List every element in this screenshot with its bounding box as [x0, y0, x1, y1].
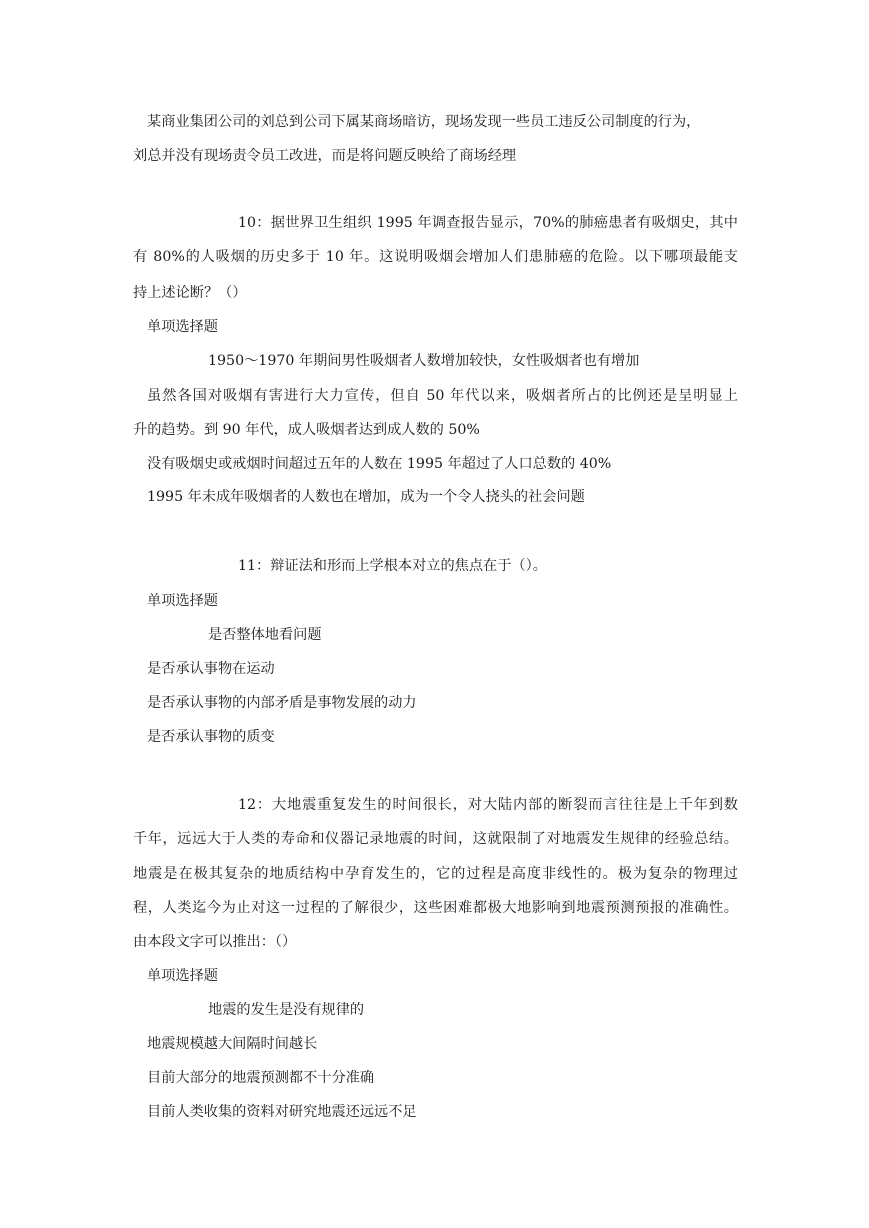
q11-option-c: 是否承认事物的内部矛盾是事物发展的动力 [147, 695, 417, 711]
q12-stem-line-2: 千年，远远大于人类的寿命和仪器记录地震的时间，这就限制了对地震发生规律的经验总结。 [133, 831, 738, 847]
q10-question-type: 单项选择题 [147, 319, 218, 335]
q10-stem-line-1: 10：据世界卫生组织 1995 年调查报告显示，70%的肺癌患者有吸烟史，其中 [238, 215, 738, 231]
q12-option-c: 目前大部分的地震预测都不十分准确 [147, 1070, 375, 1086]
intro-line-2: 刘总并没有现场责令员工改进，而是将问题反映给了商场经理 [133, 148, 517, 164]
intro-line-1: 某商业集团公司的刘总到公司下属某商场暗访，现场发现一些员工违反公司制度的行为， [147, 114, 701, 130]
q11-option-b: 是否承认事物在运动 [147, 661, 275, 677]
q11-question-type: 单项选择题 [147, 593, 218, 609]
q10-option-d: 1995 年未成年吸烟者的人数也在增加，成为一个令人挠头的社会问题 [147, 489, 585, 505]
q12-stem-line-3: 地震是在极其复杂的地质结构中孕育发生的，它的过程是高度非线性的。极为复杂的物理过 [133, 866, 738, 882]
q12-question-type: 单项选择题 [147, 968, 218, 984]
q12-option-a: 地震的发生是没有规律的 [208, 1002, 365, 1018]
q12-stem-line-1: 12：大地震重复发生的时间很长，对大陆内部的断裂而言往往是上千年到数 [238, 797, 738, 813]
q12-option-b: 地震规模越大间隔时间越长 [147, 1036, 318, 1052]
q12-stem-line-5: 由本段文字可以推出：（） [133, 934, 297, 950]
q12-stem-line-4: 程，人类迄今为止对这一过程的了解很少，这些困难都极大地影响到地震预测预报的准确性。 [133, 900, 738, 916]
q10-option-a: 1950～1970 年期间男性吸烟者人数增加较快，女性吸烟者也有增加 [208, 353, 640, 369]
q11-option-a: 是否整体地看问题 [208, 627, 322, 643]
q10-option-b-line-1: 虽然各国对吸烟有害进行大力宣传，但自 50 年代以来，吸烟者所占的比例还是呈明显上 [147, 388, 738, 404]
q11-option-d: 是否承认事物的质变 [147, 729, 275, 745]
q10-stem-line-3: 持上述论断？（） [133, 285, 247, 301]
q11-stem: 11：辩证法和形而上学根本对立的焦点在于（）。 [238, 558, 547, 574]
q10-option-c: 没有吸烟史或戒烟时间超过五年的人数在 1995 年超过了人口总数的 40% [147, 456, 612, 472]
q10-stem-line-2: 有 80%的人吸烟的历史多于 10 年。这说明吸烟会增加人们患肺癌的危险。以下哪项最能支 [133, 249, 738, 265]
q10-option-b-line-2: 升的趋势。到 90 年代，成人吸烟者达到成人数的 50% [133, 422, 480, 438]
q12-option-d: 目前人类收集的资料对研究地震还远远不足 [147, 1104, 417, 1120]
